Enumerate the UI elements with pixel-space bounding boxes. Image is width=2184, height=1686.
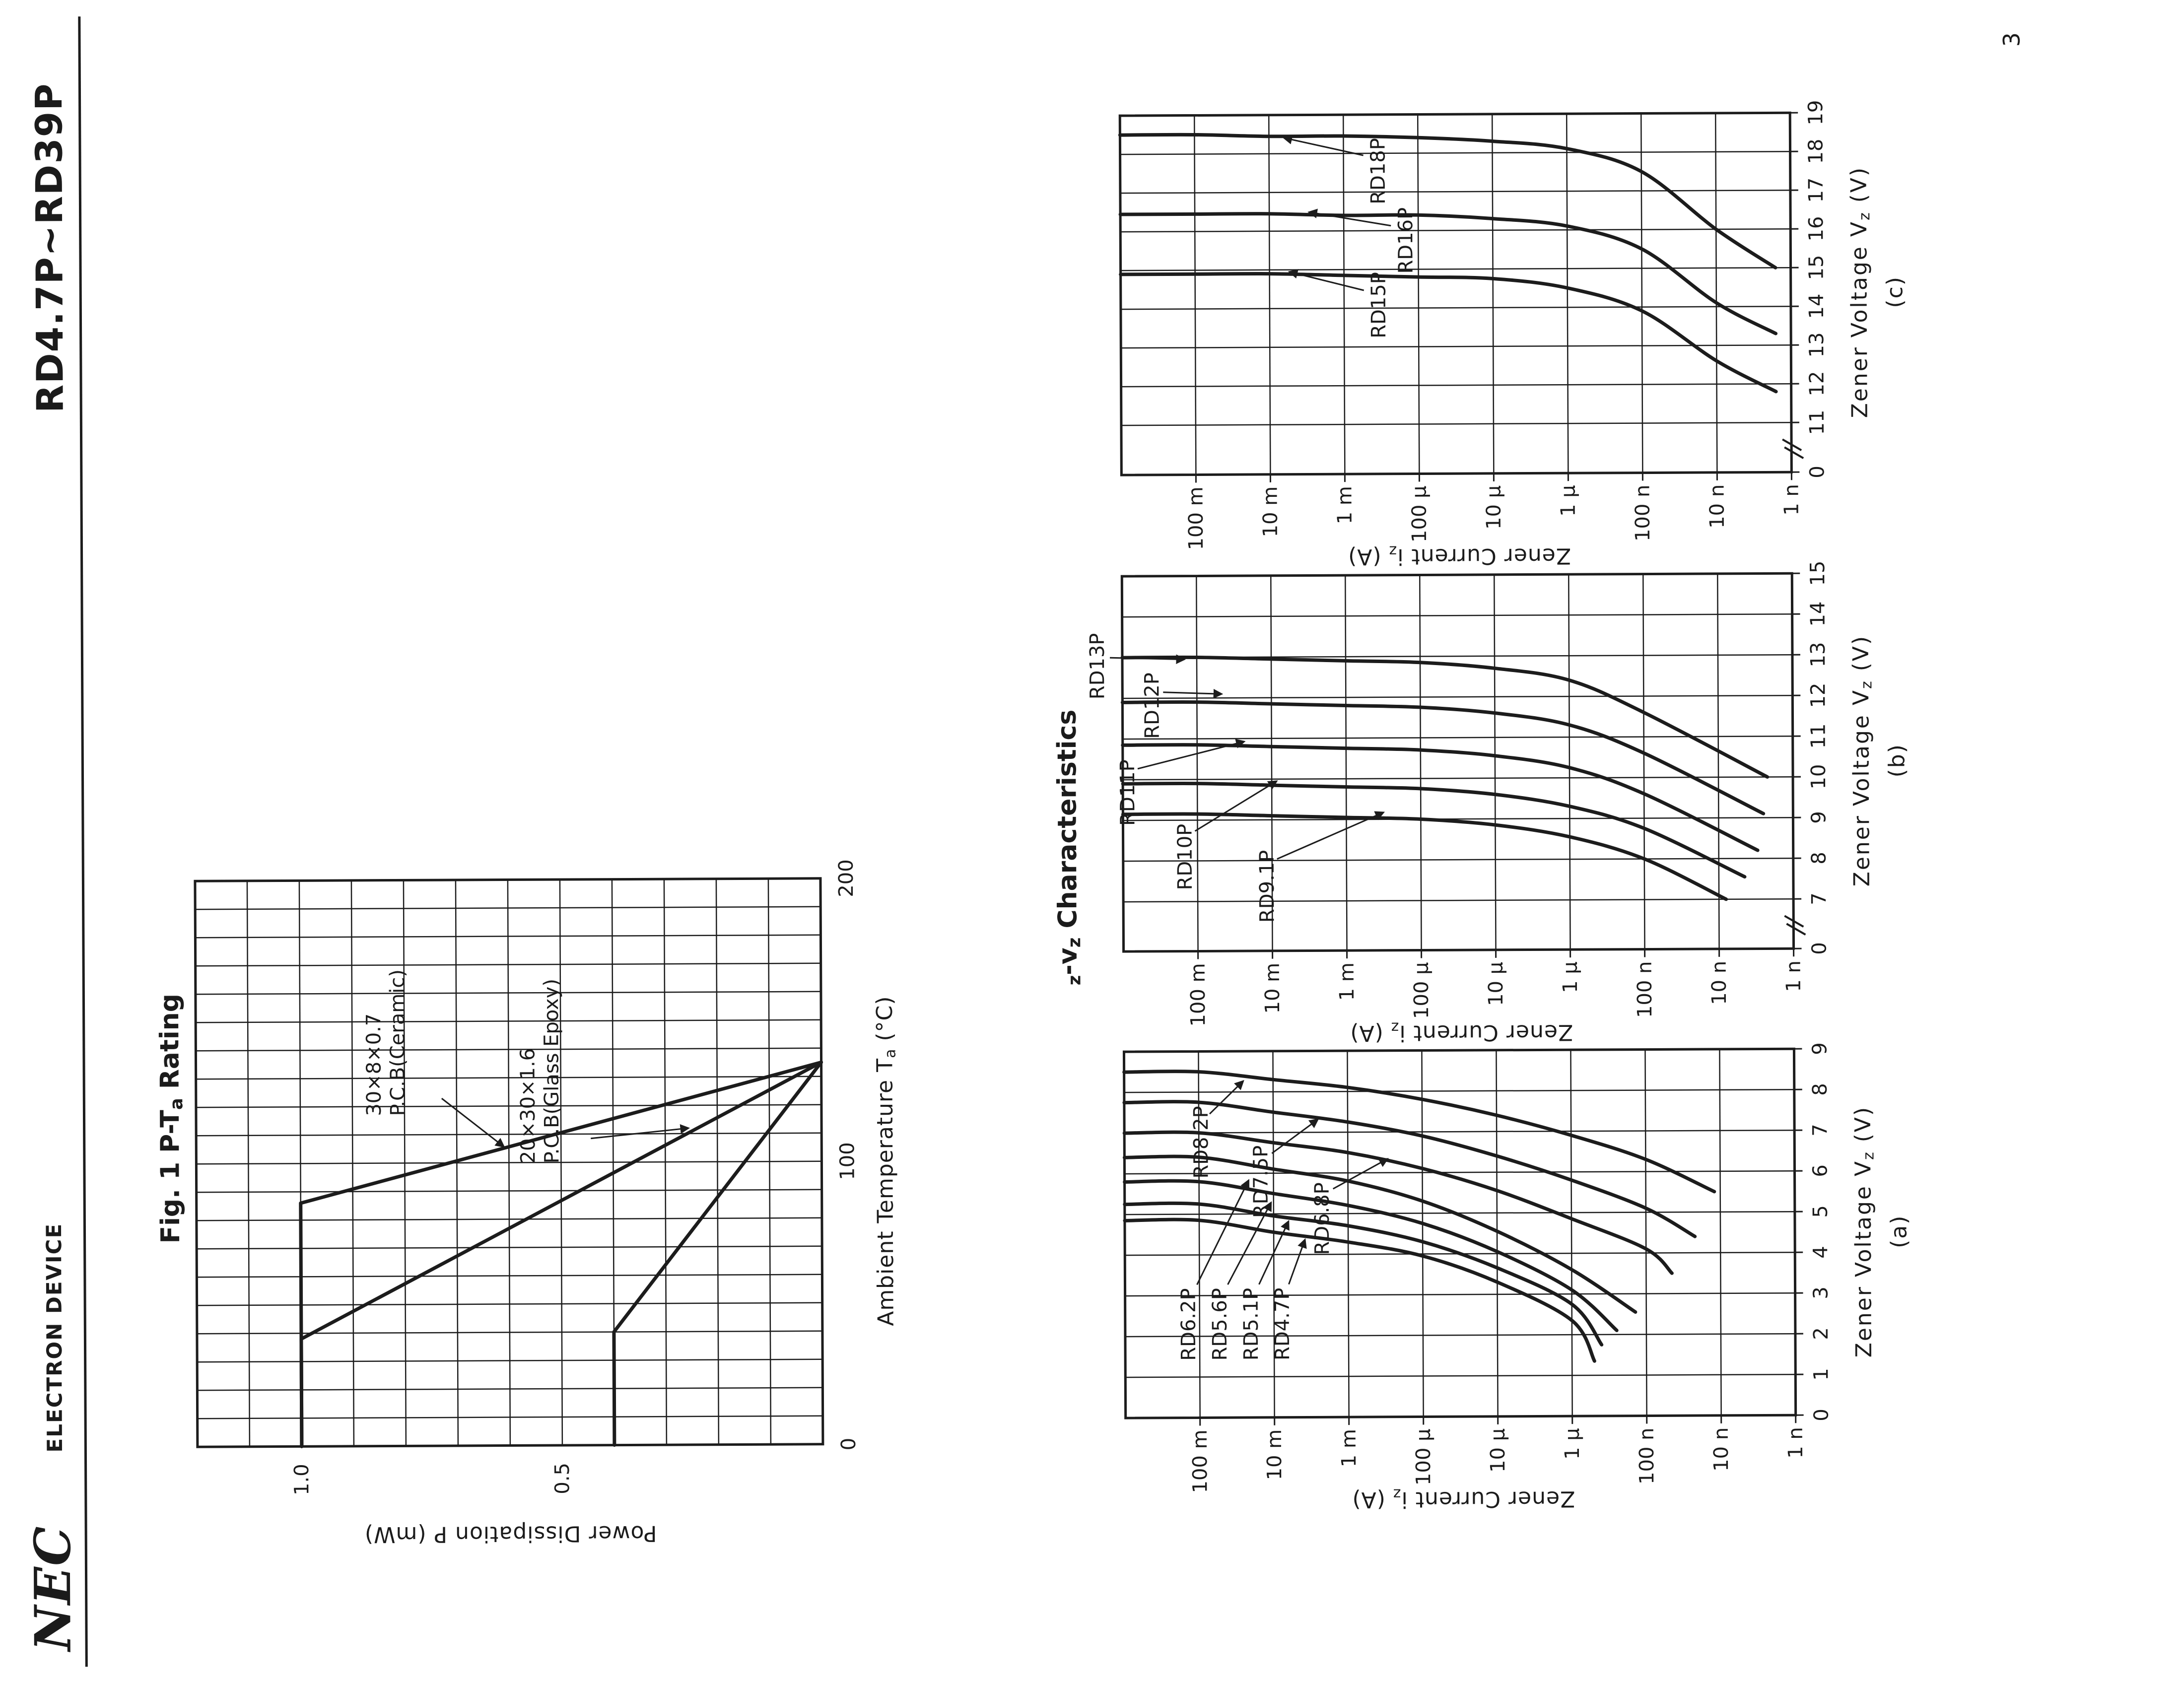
page-number: 3 xyxy=(1998,32,2025,47)
volt-tick: 14 xyxy=(1805,293,1829,319)
decade-label: 100 m xyxy=(1188,1429,1212,1493)
series-label-RD5.6P: RD5.6P xyxy=(1208,1288,1232,1361)
fig1-y-tick: 1.0 xyxy=(290,1464,314,1496)
fig1-y-tick: 0.5 xyxy=(551,1462,574,1494)
fig1-y-axis-label: Power Dissipation P (mW) xyxy=(364,1520,657,1548)
volt-tick: 1 xyxy=(1810,1368,1833,1381)
series-label-RD6.2P: RD6.2P xyxy=(1177,1288,1201,1361)
decade-label: 100 n xyxy=(1631,484,1654,542)
series-label-RD9.1P: RD9.1P xyxy=(1255,850,1279,923)
volt-tick: 16 xyxy=(1805,216,1828,242)
decade-label: 1 n xyxy=(1782,960,1805,992)
series-label-RD8.2P: RD8.2P xyxy=(1189,1106,1213,1179)
decade-label: 100 n xyxy=(1633,961,1657,1018)
volt-tick: 4 xyxy=(1809,1246,1833,1259)
volt-tick: 11 xyxy=(1805,409,1829,435)
volt-tick: 9 xyxy=(1807,811,1831,824)
decade-label: 100 m xyxy=(1186,963,1210,1027)
series-label-RD15P: RD15P xyxy=(1367,271,1391,338)
decade-label: 10 μ xyxy=(1486,1428,1510,1473)
y-axis-label-a: Zener Current $i_z$ (A) xyxy=(1352,1485,1575,1513)
volt-tick: 7 xyxy=(1808,892,1831,905)
x-axis-label-a: Zener Voltage $V_z$ (V) xyxy=(1850,1105,1878,1358)
fig1-title: Fig. 1 $P-T_a$ Rating xyxy=(154,993,187,1244)
fig1-x-axis-label: Ambient Temperature $T_a$ (°C) xyxy=(872,996,899,1326)
fig1-curve-label-ceramic-pcb: 30×8×0.7 P.C.B(Ceramic) xyxy=(362,969,410,1116)
chart-sub-label-b: (b) xyxy=(1884,743,1910,778)
series-label-RD7.5P: RD7.5P xyxy=(1249,1145,1273,1218)
decade-label: 1 m xyxy=(1335,962,1359,1001)
header-brand-sub: ELECTRON DEVICE xyxy=(41,1222,67,1453)
decade-label: 1 m xyxy=(1337,1429,1361,1468)
volt-tick: 0 xyxy=(1808,942,1831,955)
fig2-heading: $_z-v_z$ Characteristics xyxy=(1052,709,1085,986)
volt-tick: 13 xyxy=(1805,332,1829,358)
decade-label: 10 μ xyxy=(1482,485,1505,530)
decade-label: 1 μ xyxy=(1561,1428,1584,1460)
volt-tick: 12 xyxy=(1807,682,1830,708)
decade-label: 1 μ xyxy=(1557,485,1580,517)
decade-label: 100 μ xyxy=(1412,1428,1435,1486)
volt-tick: 12 xyxy=(1805,371,1829,397)
volt-tick: 2 xyxy=(1809,1327,1833,1340)
volt-tick: 0 xyxy=(1806,466,1829,478)
volt-tick: 6 xyxy=(1809,1164,1832,1177)
y-axis-label-b: Zener Current $i_z$ (A) xyxy=(1350,1018,1573,1046)
decade-label: 100 n xyxy=(1635,1427,1659,1485)
volt-tick: 18 xyxy=(1804,138,1828,164)
volt-tick: 14 xyxy=(1806,601,1830,627)
volt-tick: 7 xyxy=(1809,1124,1832,1137)
volt-tick: 19 xyxy=(1804,100,1828,126)
fig1-x-tick: 100 xyxy=(836,1142,859,1180)
volt-tick: 5 xyxy=(1809,1205,1832,1218)
decade-label: 10 μ xyxy=(1484,961,1508,1006)
chart-sub-label-a: (a) xyxy=(1886,1214,1912,1249)
series-label-RD6.8P: RD6.8P xyxy=(1310,1182,1334,1255)
decade-label: 100 μ xyxy=(1410,962,1433,1019)
fig1-x-tick: 200 xyxy=(834,859,858,897)
volt-tick: 9 xyxy=(1808,1042,1832,1055)
decade-label: 10 m xyxy=(1263,1429,1287,1481)
decade-label: 10 m xyxy=(1261,962,1285,1014)
series-label-RD12P: RD12P xyxy=(1141,672,1164,739)
decade-label: 100 m xyxy=(1184,486,1208,550)
part-range-title: RD4.7P~RD39P xyxy=(27,82,72,413)
series-label-RD11P: RD11P xyxy=(1116,759,1140,826)
series-label-RD13P: RD13P xyxy=(1086,633,1109,700)
decade-label: 1 n xyxy=(1784,1427,1808,1459)
decade-label: 1 n xyxy=(1780,484,1803,516)
decade-label: 100 μ xyxy=(1408,485,1431,543)
volt-tick: 17 xyxy=(1804,177,1828,203)
series-label-RD16P: RD16P xyxy=(1394,207,1418,274)
decade-label: 1 μ xyxy=(1559,961,1582,993)
series-label-RD5.1P: RD5.1P xyxy=(1239,1287,1263,1361)
volt-tick: 10 xyxy=(1807,764,1831,790)
fig1-x-tick: 0 xyxy=(837,1437,860,1451)
chart-sub-label-c: (c) xyxy=(1882,275,1908,308)
decade-label: 10 m xyxy=(1259,486,1282,538)
decade-label: 10 n xyxy=(1709,1427,1733,1472)
series-label-RD10P: RD10P xyxy=(1173,823,1197,890)
x-axis-label-b: Zener Voltage $V_z$ (V) xyxy=(1848,634,1876,887)
decade-label: 10 n xyxy=(1706,484,1729,529)
fig1-curve-label-glass-epoxy-pcb: 20×30×1.6 P.C.B(Glass Epoxy) xyxy=(516,978,564,1164)
x-axis-label-c: Zener Voltage $V_z$ (V) xyxy=(1846,166,1874,418)
volt-tick: 15 xyxy=(1805,255,1828,280)
decade-label: 10 n xyxy=(1707,960,1731,1005)
y-axis-label-c: Zener Current $i_z$ (A) xyxy=(1348,542,1571,570)
volt-tick: 13 xyxy=(1806,642,1830,668)
volt-tick: 8 xyxy=(1807,852,1831,865)
volt-tick: 11 xyxy=(1807,723,1830,749)
volt-tick: 8 xyxy=(1808,1083,1832,1096)
decade-label: 1 m xyxy=(1333,486,1357,525)
series-label-RD18P: RD18P xyxy=(1366,137,1390,204)
volt-tick: 0 xyxy=(1810,1409,1833,1421)
volt-tick: 15 xyxy=(1806,560,1830,586)
volt-tick: 3 xyxy=(1809,1286,1833,1299)
nec-logo: NEC xyxy=(23,1525,82,1651)
series-label-RD4.7P: RD4.7P xyxy=(1271,1287,1295,1360)
